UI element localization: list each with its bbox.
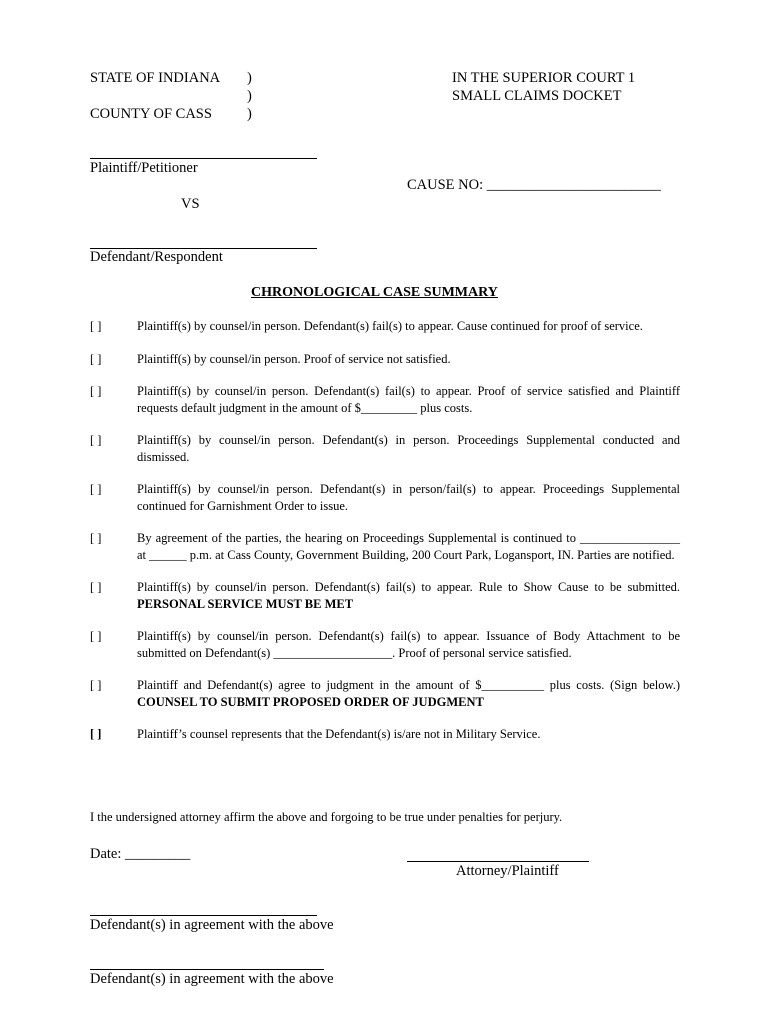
county-label: COUNTY OF CASS	[90, 106, 212, 122]
item-text: By agreement of the parties, the hearing on Proceedings Supplemental is continued to ________________ at ______ p.m. at Cass County, Government Building, 200 Court Park, Logansport, IN. Parties are notified.	[137, 531, 680, 562]
list-item	[90, 628, 680, 661]
case-summary-list	[90, 318, 680, 743]
caption-paren: )	[247, 70, 252, 86]
checkbox[interactable]: [ ]	[90, 727, 102, 741]
item-text: Plaintiff(s) by counsel/in person. Defendant(s) fail(s) to appear. Rule to Show Cause to be submitted.	[137, 580, 680, 594]
item-text: Plaintiff(s) by counsel/in person. Defendant(s) fail(s) to appear. Cause continued for proof of service.	[137, 319, 643, 333]
item-text: Plaintiff(s) by counsel/in person. Defendant(s) fail(s) to appear. Issuance of Body Attachment to be submitted on Defendant(s) ___________________. Proof of personal service satisfied.	[137, 629, 680, 660]
item-text: Plaintiff(s) by counsel/in person. Defendant(s) in person. Proceedings Supplemental conducted and dismissed.	[137, 433, 680, 464]
caption-paren: )	[247, 88, 252, 104]
docket-label: SMALL CLAIMS DOCKET	[452, 88, 622, 104]
list-item	[90, 318, 680, 335]
list-item	[90, 432, 680, 465]
item-bold-text: COUNSEL TO SUBMIT PROPOSED ORDER OF JUDGMENT	[137, 694, 484, 709]
list-item	[90, 579, 680, 612]
checkbox[interactable]: [ ]	[90, 580, 102, 594]
state-label: STATE OF INDIANA	[90, 70, 221, 86]
item-text: Plaintiff’s counsel represents that the Defendant(s) is/are not in Military Service.	[137, 727, 541, 741]
versus-label: VS	[181, 196, 200, 212]
checkbox[interactable]: [ ]	[90, 319, 102, 333]
checkbox[interactable]: [ ]	[90, 482, 102, 496]
list-item	[90, 530, 680, 563]
list-item	[90, 481, 680, 514]
list-item	[90, 677, 680, 710]
item-bold-text: PERSONAL SERVICE MUST BE MET	[137, 596, 354, 611]
checkbox[interactable]: [ ]	[90, 531, 102, 545]
item-text: Plaintiff(s) by counsel/in person. Defendant(s) fail(s) to appear. Proof of service satisfied and Plaintiff requests default judgment in the amount of $_________ plus costs.	[137, 384, 680, 415]
list-item	[90, 383, 680, 416]
item-text: Plaintiff(s) by counsel/in person. Defendant(s) in person/fail(s) to appear. Proceedings Supplemental continued for Garnishment Order to issue.	[137, 482, 680, 513]
affirmation-text: I the undersigned attorney affirm the above and forgoing to be true under penalties for perjury.	[90, 810, 563, 824]
defendant-agreement-label-1: Defendant(s) in agreement with the above	[90, 917, 334, 933]
document-title: CHRONOLOGICAL CASE SUMMARY	[251, 285, 498, 300]
attorney-signature-line[interactable]	[407, 861, 589, 862]
defendant-label: Defendant/Respondent	[90, 249, 223, 265]
defendant-agreement-label-2: Defendant(s) in agreement with the above	[90, 971, 334, 987]
checkbox[interactable]: [ ]	[90, 351, 102, 366]
defendant-agreement-line-2[interactable]	[90, 969, 324, 970]
cause-number-field[interactable]: CAUSE NO: ________________________	[407, 177, 661, 193]
plaintiff-label: Plaintiff/Petitioner	[90, 160, 198, 176]
checkbox[interactable]: [ ]	[90, 433, 102, 447]
item-text: Plaintiff and Defendant(s) agree to judgment in the amount of $__________ plus costs. (Sign below.)	[137, 678, 680, 692]
checkbox[interactable]: [ ]	[90, 678, 102, 692]
court-label: IN THE SUPERIOR COURT 1	[452, 70, 636, 86]
list-item	[90, 726, 680, 743]
defendant-agreement-line-1[interactable]	[90, 915, 317, 916]
date-field[interactable]: Date: _________	[90, 846, 191, 862]
checkbox[interactable]: [ ]	[90, 384, 102, 398]
list-item	[90, 351, 680, 368]
plaintiff-signature-line[interactable]	[90, 158, 317, 159]
item-text: Plaintiff(s) by counsel/in person. Proof of service not satisfied.	[137, 351, 451, 366]
attorney-label: Attorney/Plaintiff	[456, 863, 559, 879]
caption-paren: )	[247, 106, 252, 122]
checkbox[interactable]: [ ]	[90, 629, 102, 643]
